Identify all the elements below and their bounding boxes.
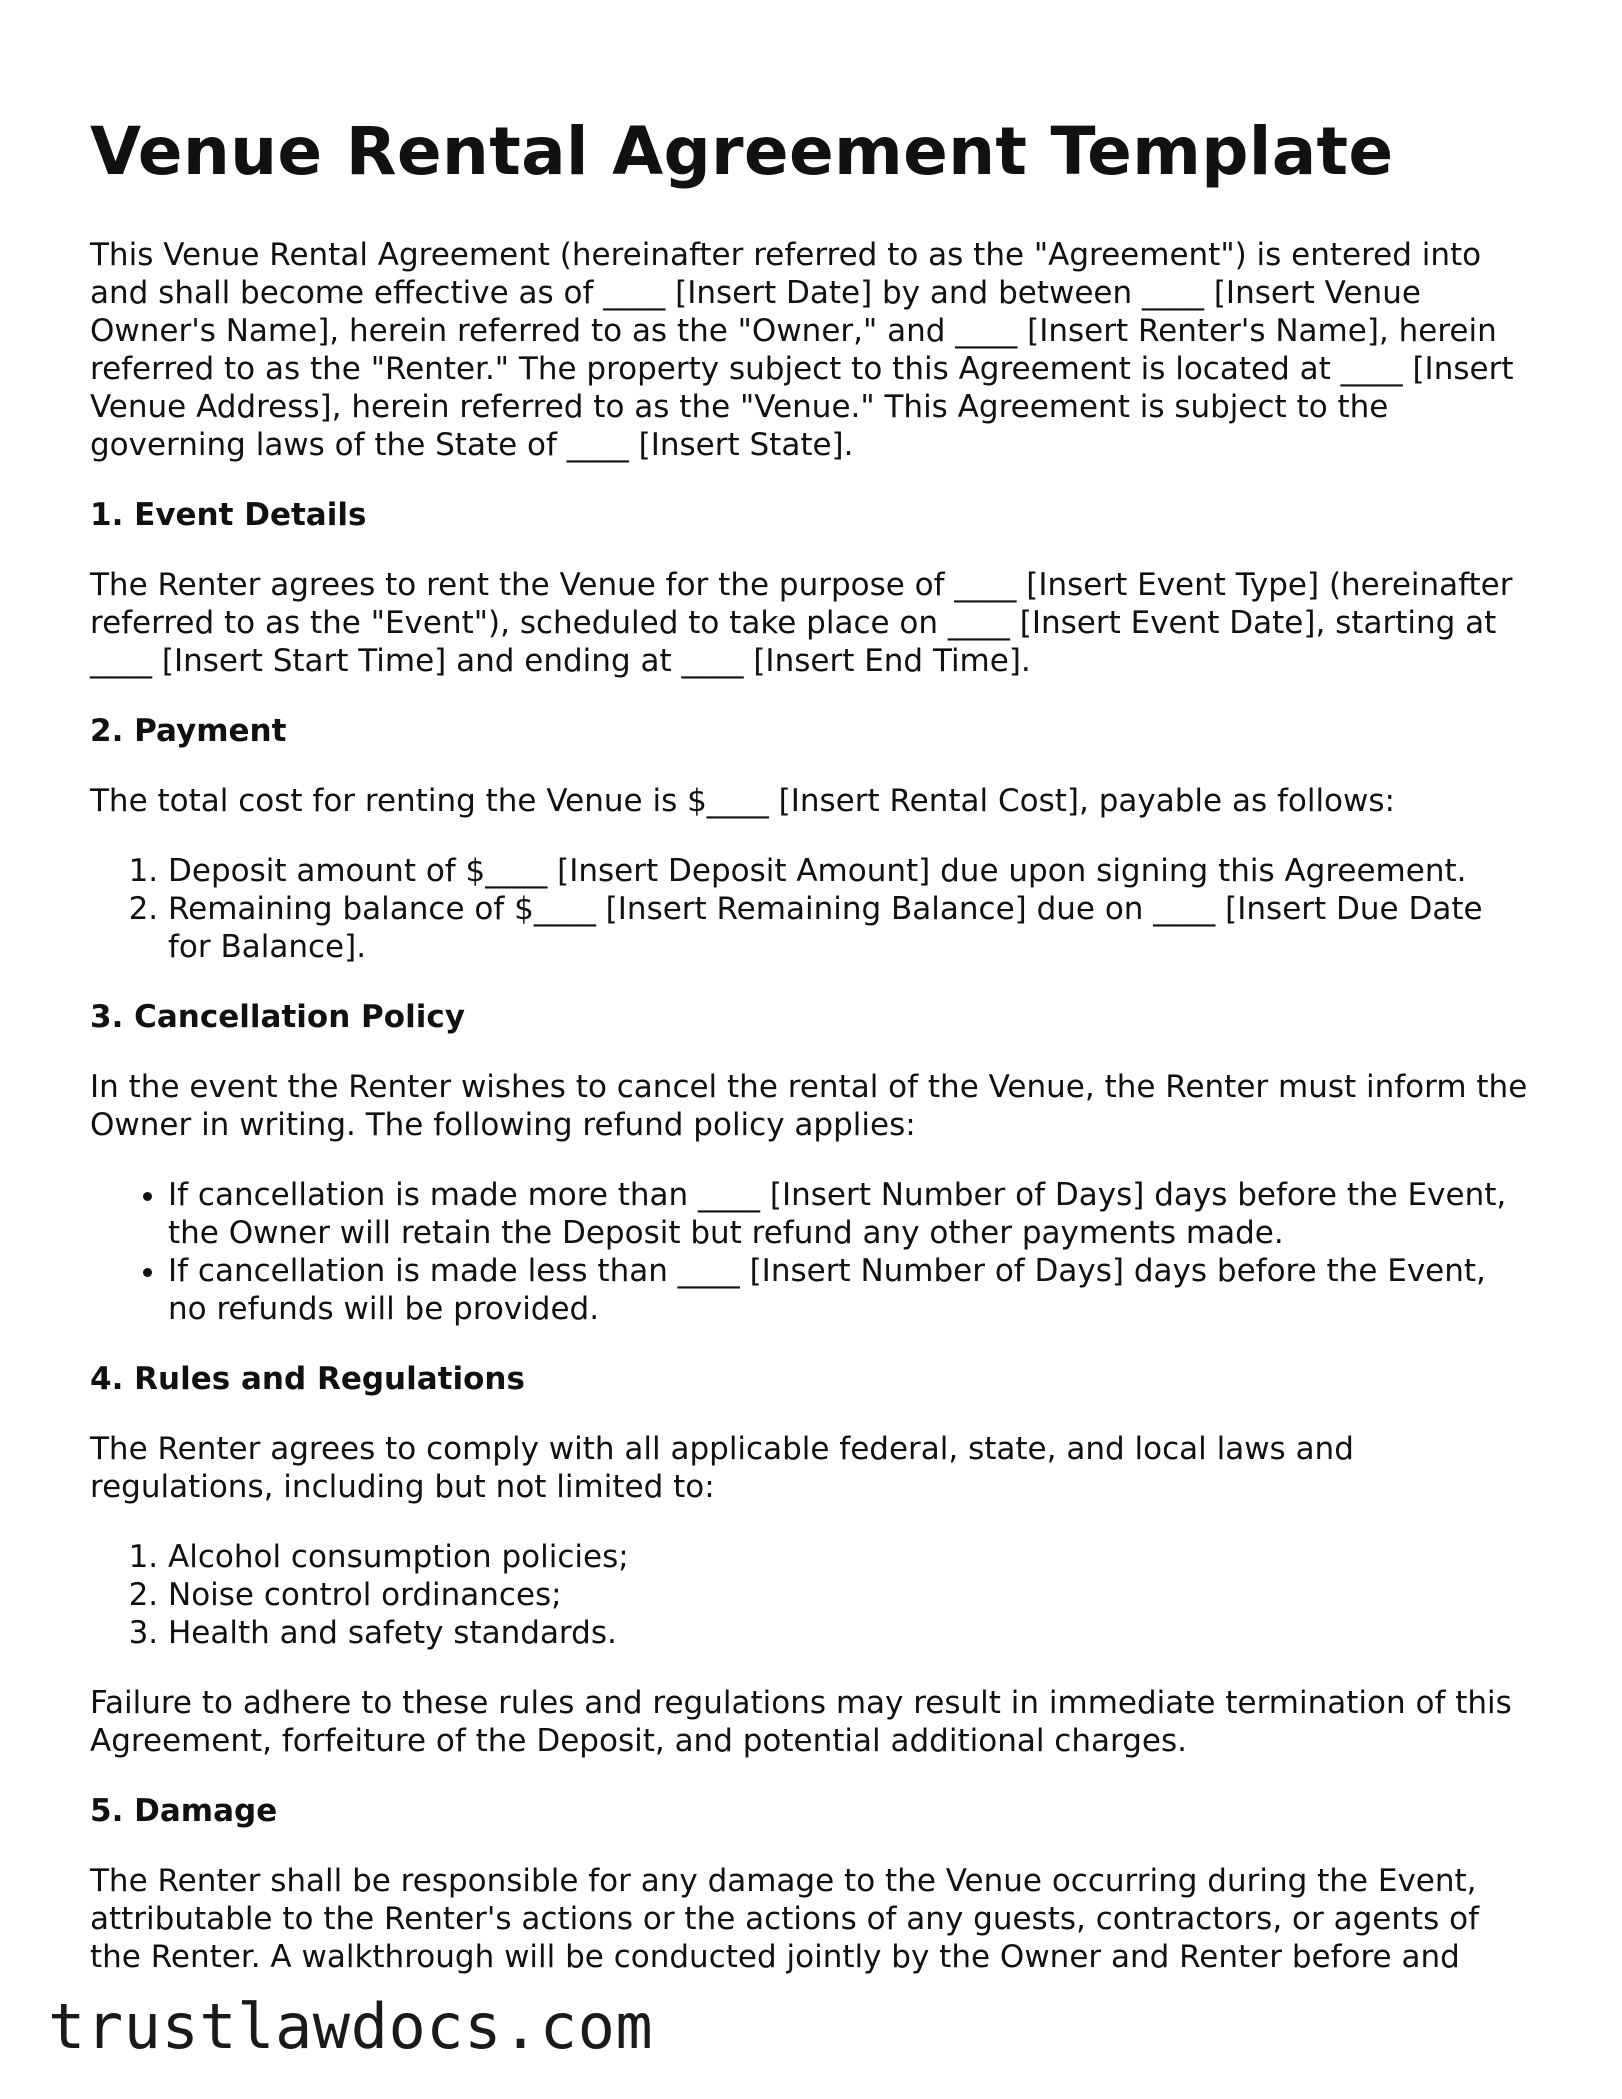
document-title: Venue Rental Agreement Template <box>90 113 1394 190</box>
section-heading-cancellation: 3. Cancellation Policy <box>90 999 465 1035</box>
intro-paragraph: This Venue Rental Agreement (hereinafter referred to as the "Agreement") is entered into and shall become effective as of ____ [Insert Date] by and between ____ [Insert Venue Owner's Name], herein referred to as the "Owner," and ____ [Insert Renter's Name], herein referred to as the "Renter." The property subject to this Agreement is located at ____ [Insert Venue Address], herein referred to as the "Venue." This Agreement is subject to the governing laws of the State of ____ [Insert State]. <box>90 237 1514 463</box>
document-page <box>90 112 1530 2008</box>
list-item: 1. Deposit amount of $____ [Insert Deposit Amount] due upon signing this Agreement. <box>168 852 1530 890</box>
list-item: 2. Remaining balance of $____ [Insert Remaining Balance] due on ____ [Insert Due Date for Balance]. <box>168 890 1530 966</box>
cancellation-paragraph: In the event the Renter wishes to cancel the rental of the Venue, the Renter must inform the Owner in writing. The following refund policy applies: <box>90 1069 1528 1143</box>
list-item: • If cancellation is made more than ____ [Insert Number of Days] days before the Event, the Owner will retain the Deposit but refund any other payments made. <box>168 1176 1530 1252</box>
cancellation-list <box>90 1176 1530 1328</box>
list-item: 3. Health and safety standards. <box>168 1614 1530 1652</box>
rules-paragraph: The Renter agrees to comply with all applicable federal, state, and local laws and regulations, including but not limited to: <box>90 1431 1354 1505</box>
site-watermark: trustlawdocs.com <box>48 1990 654 2063</box>
event-details-paragraph: The Renter agrees to rent the Venue for the purpose of ____ [Insert Event Type] (hereinafter referred to as the "Event"), scheduled to take place on ____ [Insert Event Date], starting at ____ [Insert Start Time] and ending at ____ [Insert End Time]. <box>90 567 1513 679</box>
rules-list <box>90 1538 1530 1652</box>
section-heading-payment: 2. Payment <box>90 713 287 749</box>
section-heading-event-details: 1. Event Details <box>90 497 367 533</box>
damage-paragraph: The Renter shall be responsible for any damage to the Venue occurring during the Event, attributable to the Renter's actions or the actions of any guests, contractors, or agents of the Renter. A walkthrough will be conducted jointly by the Owner and Renter before and <box>90 1863 1480 1975</box>
section-heading-damage: 5. Damage <box>90 1793 278 1829</box>
list-item: 2. Noise control ordinances; <box>168 1576 1530 1614</box>
payment-list <box>90 852 1530 966</box>
list-item: 1. Alcohol consumption policies; <box>168 1538 1530 1576</box>
rules-footer-paragraph: Failure to adhere to these rules and regulations may result in immediate termination of this Agreement, forfeiture of the Deposit, and potential additional charges. <box>90 1685 1512 1759</box>
list-item: • If cancellation is made less than ____ [Insert Number of Days] days before the Event, no refunds will be provided. <box>168 1252 1530 1328</box>
payment-paragraph: The total cost for renting the Venue is $____ [Insert Rental Cost], payable as follows: <box>90 783 1395 819</box>
section-heading-rules: 4. Rules and Regulations <box>90 1361 525 1397</box>
